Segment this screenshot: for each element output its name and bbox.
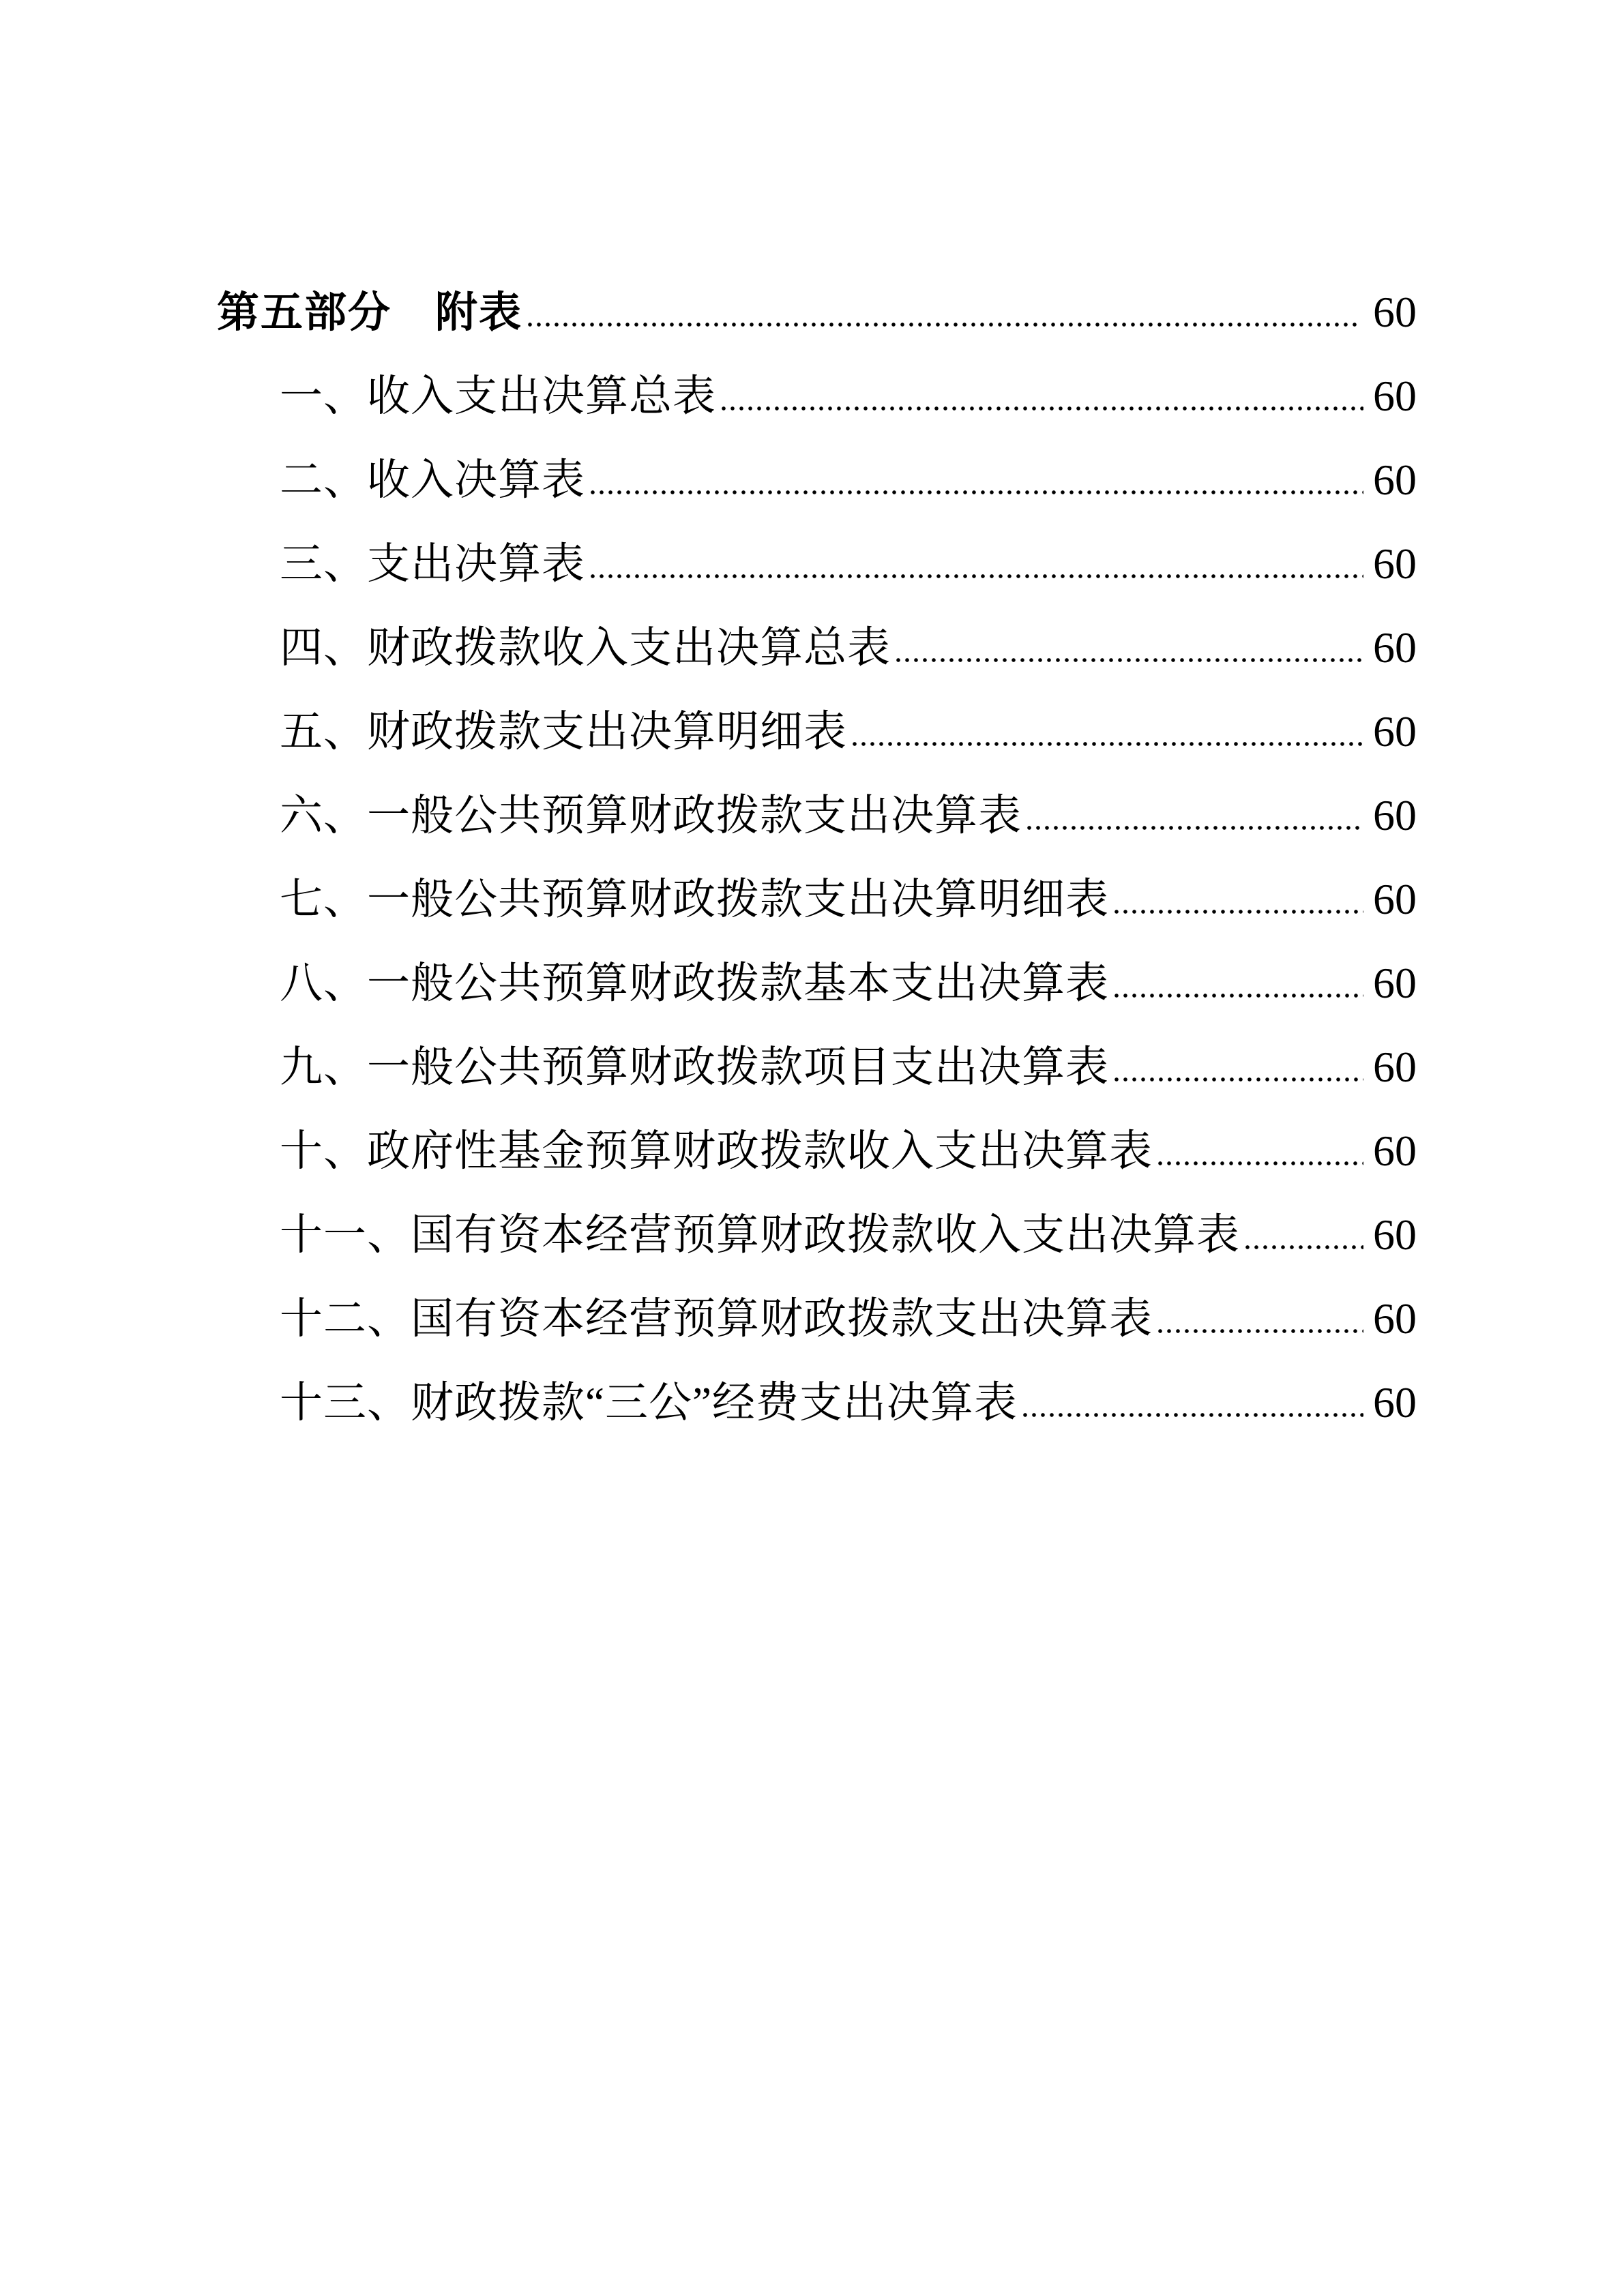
dot-leader — [1114, 910, 1363, 914]
toc-entry-label: 四、财政拨款收入支出决算总表 — [280, 624, 891, 672]
toc-entry[interactable] — [217, 1360, 1417, 1444]
dot-leader — [1158, 1161, 1363, 1165]
toc-entry[interactable] — [217, 1025, 1417, 1109]
table-of-contents — [217, 270, 1417, 1444]
dot-leader — [1023, 1413, 1363, 1417]
dot-leader — [896, 658, 1363, 662]
toc-entry-label: 十三、财政拨款“三公”经费支出决算表 — [280, 1379, 1018, 1427]
dot-leader — [853, 742, 1363, 746]
dot-leader — [1245, 1245, 1363, 1249]
page-number: 60 — [1373, 288, 1417, 336]
toc-entry-label: 五、财政拨款支出决算明细表 — [280, 708, 847, 756]
toc-entry[interactable] — [217, 438, 1417, 522]
toc-entry-label: 二、收入决算表 — [280, 456, 585, 504]
toc-entry[interactable] — [217, 941, 1417, 1025]
toc-entry-label: 七、一般公共预算财政拨款支出决算明细表 — [280, 876, 1109, 923]
dot-leader — [1114, 1077, 1363, 1082]
toc-entry[interactable] — [217, 773, 1417, 857]
toc-entry-label: 十、政府性基金预算财政拨款收入支出决算表 — [280, 1127, 1153, 1175]
page-number: 60 — [1373, 1127, 1417, 1175]
page-number: 60 — [1373, 707, 1417, 756]
page-number: 60 — [1373, 1043, 1417, 1091]
toc-entry[interactable] — [217, 689, 1417, 773]
toc-entry-label: 六、一般公共预算财政拨款支出决算表 — [280, 792, 1022, 839]
toc-entry[interactable] — [217, 1109, 1417, 1193]
dot-leader — [528, 323, 1357, 327]
page-number: 60 — [1373, 875, 1417, 923]
toc-entry[interactable] — [217, 354, 1417, 438]
page-number: 60 — [1373, 959, 1417, 1007]
dot-leader — [722, 406, 1363, 411]
dot-leader — [1114, 994, 1363, 998]
toc-section-heading-label: 第五部分 附表 — [217, 289, 523, 336]
toc-entry-label: 一、收入支出决算总表 — [280, 372, 716, 420]
toc-entry[interactable] — [217, 1277, 1417, 1360]
toc-section-heading[interactable] — [217, 270, 1417, 354]
toc-entry-label: 三、支出决算表 — [280, 540, 585, 588]
toc-entry[interactable] — [217, 1193, 1417, 1277]
toc-entry-label: 十一、国有资本经营预算财政拨款收入支出决算表 — [280, 1211, 1240, 1259]
dot-leader — [1027, 826, 1363, 830]
page-number: 60 — [1373, 623, 1417, 672]
dot-leader — [591, 574, 1363, 578]
page-number: 60 — [1373, 539, 1417, 588]
page-number: 60 — [1373, 456, 1417, 504]
toc-entry[interactable] — [217, 857, 1417, 941]
toc-entry-label: 九、一般公共预算财政拨款项目支出决算表 — [280, 1043, 1109, 1091]
page-number: 60 — [1373, 1378, 1417, 1427]
page-number: 60 — [1373, 1210, 1417, 1259]
toc-entry[interactable] — [217, 522, 1417, 606]
toc-entry[interactable] — [217, 606, 1417, 689]
page-number: 60 — [1373, 1294, 1417, 1343]
toc-entry-label: 十二、国有资本经营预算财政拨款支出决算表 — [280, 1295, 1153, 1343]
page-number: 60 — [1373, 791, 1417, 839]
toc-entry-label: 八、一般公共预算财政拨款基本支出决算表 — [280, 959, 1109, 1007]
dot-leader — [591, 490, 1363, 494]
dot-leader — [1158, 1329, 1363, 1333]
page-number: 60 — [1373, 372, 1417, 420]
